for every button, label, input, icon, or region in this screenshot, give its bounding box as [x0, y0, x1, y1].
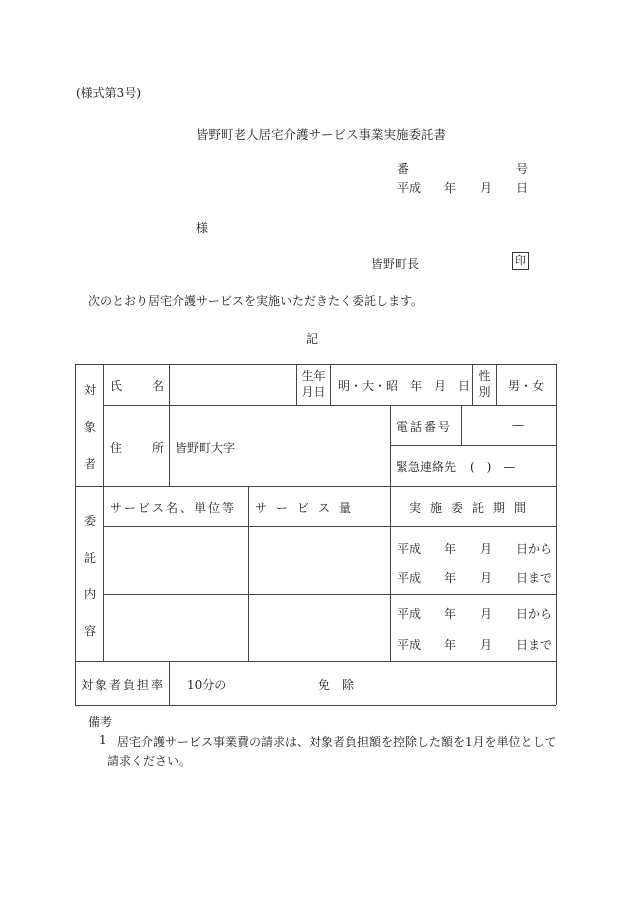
phone-label: 電話番号 [396, 420, 453, 434]
row2-from-year: 年 [444, 607, 457, 621]
row2-from-era: 平成 [397, 607, 422, 621]
col-service-header: サービス名、単位等 [110, 501, 237, 515]
subject-label-3: 者 [84, 457, 97, 471]
row2-to-month: 月 [480, 638, 493, 652]
remarks-line-1: 居宅介護サービス事業費の請求は、対象者負担額を控除した額を1月を単位として [117, 735, 557, 749]
birth-label-2: 月日 [301, 385, 326, 399]
row2-to-era: 平成 [397, 638, 422, 652]
burden-exempt: 免 除 [318, 678, 355, 692]
row2-to-year: 年 [444, 638, 457, 652]
number-label: 番 [397, 162, 410, 176]
remarks-line-2: 請求ください。 [107, 754, 192, 768]
contract-label-3: 内 [84, 587, 97, 601]
row1-from-month: 月 [480, 542, 493, 556]
remarks-item-number: 1 [99, 733, 107, 747]
intro-text: 次のとおり居宅介護サービスを実施いただきたく委託します。 [88, 294, 424, 308]
ki-label: 記 [306, 332, 319, 346]
col-amount-header: サービス量 [255, 501, 361, 515]
form-number: (様式第3号) [76, 86, 141, 100]
number-suffix: 号 [516, 162, 529, 176]
address-label-1: 住 [110, 441, 123, 455]
burden-label: 対象者負担率 [81, 678, 166, 692]
row1-to-month: 月 [480, 571, 493, 585]
name-label-1: 氏 [110, 379, 123, 393]
emergency-value: ( ) — [470, 460, 516, 474]
phone-value: — [512, 418, 524, 432]
date-year: 年 [444, 181, 457, 195]
contract-label-2: 託 [84, 551, 97, 565]
col-period-header: 実施委託期間 [409, 501, 536, 515]
row1-to-era: 平成 [397, 571, 422, 585]
row1-from-era: 平成 [397, 542, 422, 556]
sex-label-1: 性 [478, 369, 491, 383]
date-month: 月 [480, 181, 493, 195]
addressee-suffix: 様 [196, 221, 209, 235]
issuer: 皆野町長 [371, 257, 420, 271]
date-day: 日 [516, 181, 529, 195]
address-value: 皆野町大字 [175, 441, 236, 455]
row1-to-day: 日まで [516, 571, 553, 585]
name-label-2: 名 [152, 379, 165, 393]
row1-to-year: 年 [444, 571, 457, 585]
row2-from-day: 日から [516, 607, 553, 621]
emergency-label: 緊急連絡先 [396, 460, 457, 474]
address-label-2: 所 [152, 441, 165, 455]
burden-value: 10分の [187, 678, 227, 692]
birth-label-1: 生年 [301, 369, 326, 383]
seal-mark: 印 [512, 252, 529, 270]
row1-from-day: 日から [516, 542, 553, 556]
document-title: 皆野町老人居宅介護サービス事業実施委託書 [196, 127, 447, 142]
subject-label-2: 象 [84, 420, 97, 434]
subject-label-1: 対 [84, 383, 97, 397]
sex-value: 男・女 [508, 379, 545, 393]
row1-from-year: 年 [444, 542, 457, 556]
birth-value: 明・大・昭 年 月 日 [338, 379, 471, 393]
date-era: 平成 [397, 181, 422, 195]
row2-to-day: 日まで [516, 638, 553, 652]
row2-from-month: 月 [480, 607, 493, 621]
contract-label-4: 容 [84, 624, 97, 638]
sex-label-2: 別 [478, 385, 491, 399]
remarks-title: 備考 [88, 715, 113, 729]
contract-label-1: 委 [84, 514, 97, 528]
